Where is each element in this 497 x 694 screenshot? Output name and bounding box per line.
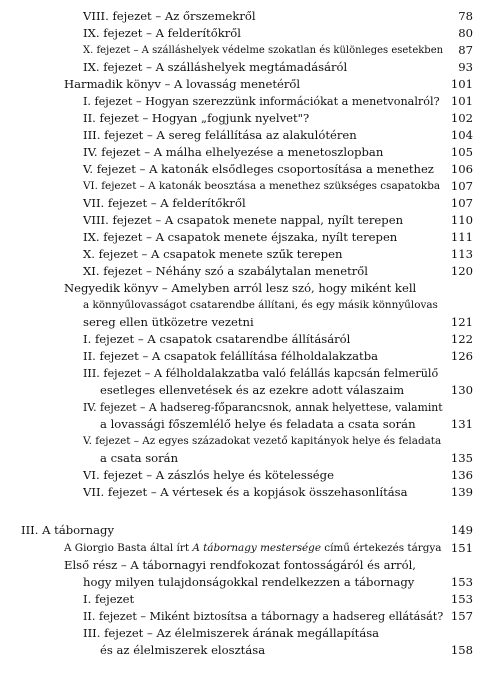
toc-book-heading <box>0 557 497 574</box>
toc-entry-title: Harmadik könyv – A lovasság menetéről <box>64 77 301 91</box>
toc-entry <box>0 348 497 365</box>
toc-entry <box>0 246 497 263</box>
toc-entry-title: XI. fejezet – Néhány szó a szabálytalan menetről <box>83 264 368 278</box>
toc-entry <box>0 540 497 557</box>
toc-entry <box>0 42 497 59</box>
toc-entry-title: VII. fejezet – A vértesek és a kopjások összehasonlítása <box>83 485 408 499</box>
toc-entry-page: 104 <box>450 128 473 142</box>
toc-entry-title: a csata során <box>100 451 179 465</box>
toc-entry-title: és az élelmiszerek elosztása <box>100 643 266 657</box>
toc-entry-page: 113 <box>450 247 473 261</box>
toc-section-heading <box>0 522 497 539</box>
toc-entry <box>0 608 497 625</box>
toc-entry-page: 135 <box>450 451 473 465</box>
toc-entry-continuation <box>0 574 497 591</box>
toc-entry-page: 87 <box>458 43 473 57</box>
toc-entry <box>0 110 497 127</box>
toc-entry-title: hogy milyen tulajdonságokkal rendelkezzen a tábornagy <box>83 575 415 589</box>
toc-entry <box>0 467 497 484</box>
toc-entry-page: 131 <box>450 417 473 431</box>
toc-entry-page: 120 <box>450 264 473 278</box>
toc-entry-title: IV. fejezet – A málha elhelyezése a menetoszlopban <box>83 145 384 159</box>
toc-entry-title: III. fejezet – A sereg felállítása az alakulótéren <box>83 128 357 142</box>
toc-entry-title: IX. fejezet – A szálláshelyek megtámadásáról <box>83 60 348 74</box>
toc-entry <box>0 263 497 280</box>
toc-entry <box>0 93 497 110</box>
toc-entry-title: Első rész – A tábornagyi rendfokozat fontosságáról és arról, <box>64 558 416 572</box>
toc-entry-title: I. fejezet – Hogyan szerezzünk információkat a menetvonalról? <box>83 95 440 108</box>
toc-book-heading <box>0 280 497 297</box>
toc-entry <box>0 229 497 246</box>
toc-entry-continuation <box>0 314 497 331</box>
toc-section-title: III. A tábornagy <box>21 523 115 537</box>
toc-entry-page: 80 <box>458 26 473 40</box>
toc-entry-title: II. fejezet – Hogyan „fogjunk nyelvet"? <box>83 111 310 125</box>
toc-entry-title: IX. fejezet – A felderítőkről <box>83 26 241 40</box>
toc-entry-title: IX. fejezet – A csapatok menete éjszaka, nyílt terepen <box>83 230 398 244</box>
toc-entry-page: 139 <box>450 485 473 499</box>
toc-entry <box>0 144 497 161</box>
toc-entry-page: 158 <box>450 643 473 657</box>
toc-entry-title: a lovassági főszemlélő helye és feladata a csata során <box>100 417 416 431</box>
toc-entry <box>0 331 497 348</box>
toc-entry-title: VIII. fejezet – Az őrszemekről <box>83 9 256 23</box>
toc-entry-title: VI. fejezet – A zászlós helye és kötelessége <box>83 468 334 482</box>
toc-book-heading <box>0 76 497 93</box>
toc-entry <box>0 433 497 450</box>
toc-entry-continuation <box>0 382 497 399</box>
toc-entry <box>0 591 497 608</box>
toc-entry-continuation <box>0 297 497 314</box>
toc-entry <box>0 8 497 25</box>
toc-entry <box>0 484 497 501</box>
toc-entry <box>0 127 497 144</box>
toc-entry-title-italic: A tábornagy mestersége <box>192 542 321 554</box>
toc-entry-title: VII. fejezet – A felderítőkről <box>83 196 246 210</box>
toc-entry-page: 93 <box>458 60 473 74</box>
toc-entry <box>0 25 497 42</box>
toc-entry-title: II. fejezet – Miként biztosítsa a tábornagy a hadsereg ellátását? <box>83 610 444 623</box>
toc-entry-page: 153 <box>450 592 473 606</box>
toc-entry-title: Negyedik könyv – Amelyben arról lesz szó, hogy miként kell <box>64 281 417 295</box>
toc-entry-title: X. fejezet – A szálláshelyek védelme szokatlan és különleges esetekben <box>83 45 444 56</box>
toc-entry-page: 101 <box>450 94 473 108</box>
toc-entry-page: 121 <box>450 315 473 329</box>
toc-entry-title: I. fejezet <box>83 592 135 606</box>
toc-entry-page: 149 <box>450 523 473 537</box>
toc-entry-title: III. fejezet – A félholdalakzatba való felállás kapcsán felmerülő <box>83 367 439 380</box>
toc-entry-title: X. fejezet – A csapatok menete szűk terepen <box>83 247 343 261</box>
toc-entry <box>0 178 497 195</box>
toc-entry-title: V. fejezet – Az egyes századokat vezető kapitányok helye és feladata <box>83 435 442 447</box>
toc-entry-page: 110 <box>450 213 473 227</box>
toc-entry-title: sereg ellen ütközetre vezetni <box>83 315 254 329</box>
toc-entry-page: 122 <box>450 332 473 346</box>
toc-entry-page: 107 <box>450 196 473 210</box>
toc-entry-title: esetleges ellenvetések és az ezekre adott válaszaim <box>100 383 405 397</box>
toc-entry <box>0 365 497 382</box>
toc-entry-title: VIII. fejezet – A csapatok menete nappal, nyílt terepen <box>83 213 404 227</box>
toc-entry-page: 151 <box>450 541 473 555</box>
toc-entry <box>0 161 497 178</box>
toc-entry-title: IV. fejezet – A hadsereg-főparancsnok, annak helyettese, valamint <box>83 401 443 414</box>
toc-entry-page: 102 <box>450 111 473 125</box>
toc-entry-page: 78 <box>458 9 473 23</box>
toc-entry-page: 136 <box>450 468 473 482</box>
toc-entry <box>0 399 497 416</box>
toc-entry-title: a könnyűlovasságot csatarendbe állítani, és egy másik könnyűlovas <box>83 299 438 311</box>
toc-entry-title <box>64 540 441 557</box>
toc-entry-continuation <box>0 416 497 433</box>
toc-entry-title-part: A Giorgio Basta által írt <box>64 542 193 554</box>
toc-entry-title: III. fejezet – Az élelmiszerek árának megállapítása <box>83 626 380 640</box>
toc-entry-page: 111 <box>450 230 473 244</box>
toc-entry-page: 101 <box>450 77 473 91</box>
toc-entry-title-part: című értekezés tárgya <box>320 542 442 554</box>
toc-entry-continuation <box>0 450 497 467</box>
toc-entry-page: 157 <box>450 609 473 623</box>
toc-entry <box>0 625 497 642</box>
toc-entry-page: 153 <box>450 575 473 589</box>
toc-entry-page: 130 <box>450 383 473 397</box>
toc-entry-continuation <box>0 642 497 659</box>
toc-entry <box>0 212 497 229</box>
toc-entry-page: 106 <box>450 162 473 176</box>
toc-entry <box>0 59 497 76</box>
toc-entry-page: 126 <box>450 349 473 363</box>
toc-entry <box>0 195 497 212</box>
toc-entry-title: II. fejezet – A csapatok felállítása félholdalakzatba <box>83 349 379 363</box>
toc-entry-title: I. fejezet – A csapatok csatarendbe állításáról <box>83 332 351 346</box>
toc-entry-title: V. fejezet – A katonák elsődleges csoportosítása a menethez <box>83 162 434 176</box>
toc-entry-page: 107 <box>450 179 473 193</box>
toc-entry-title: VI. fejezet – A katonák beosztása a menethez szükséges csapatokba <box>83 180 441 192</box>
toc-entry-page: 105 <box>450 145 473 159</box>
